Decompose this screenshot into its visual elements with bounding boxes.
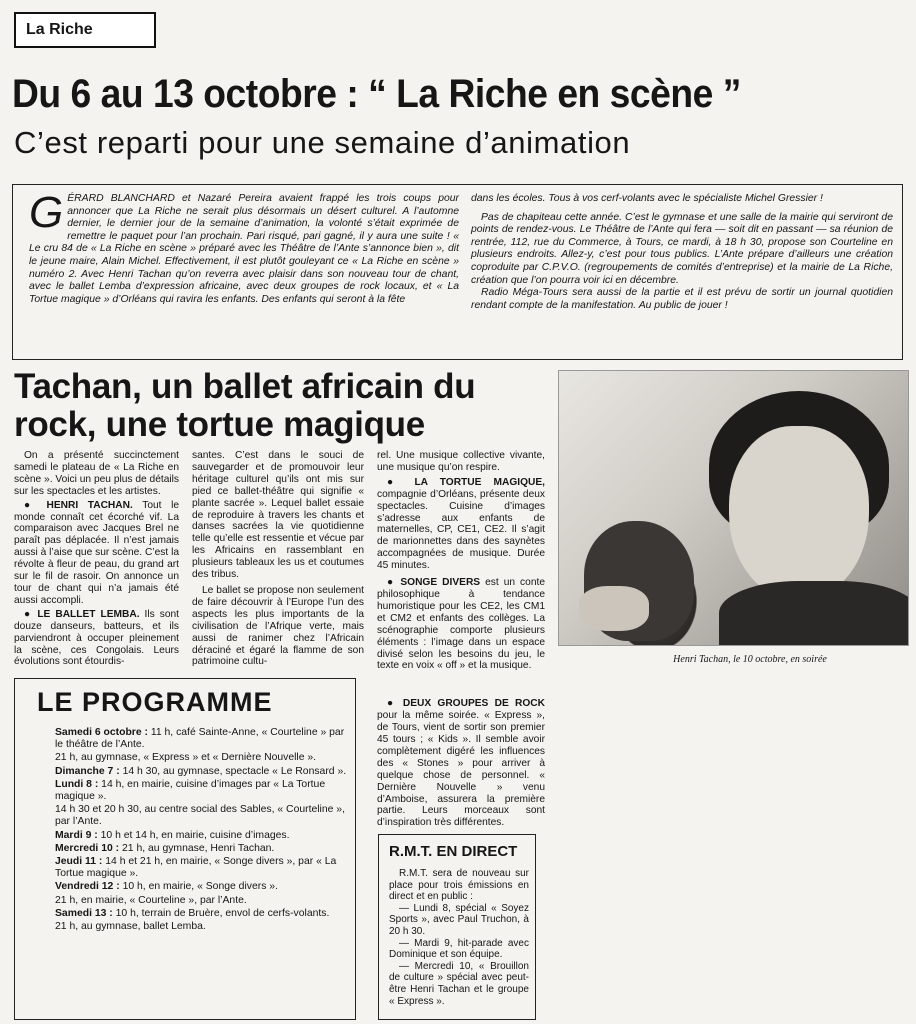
programme-row bbox=[29, 908, 349, 920]
article-col3-rock: pour la même soirée. « Express », de Tours, vient de sortir son premier 45 tours ; « Kids ». Il semble avoir complètement digéré les influences des « Stones » pour arriver à quelque chose de personnel. « Dernière Nouvelle » venu d’Amboise, assurera la première partie. Leurs morceaux sont d’inspiration très différentes. bbox=[377, 710, 545, 829]
programme-list bbox=[29, 727, 349, 934]
programme-text: 21 h, au gymnase, « Express » et « Dernière Nouvelle ». bbox=[55, 752, 317, 764]
rmt-p1: R.M.T. sera de nouveau sur place pour trois émissions en direct et en public : bbox=[389, 868, 529, 903]
programme-text: 21 h, en mairie, « Courteline », par l’Ante. bbox=[55, 894, 247, 906]
section-tag bbox=[14, 12, 156, 48]
subheadline: C’est reparti pour une semaine d’animation bbox=[14, 125, 631, 160]
article-col1-lemba: Ils sont douze danseurs, batteurs, et ils parviendront à occuper pleinement la scène, ces Congolais. Leurs évolutions sont étourdis- bbox=[14, 608, 179, 668]
programme-text: 14 h 30 et 20 h 30, au centre social des Sables, « Courteline », par l’Ante. bbox=[55, 804, 345, 828]
programme-day: Samedi 6 octobre : bbox=[55, 727, 148, 738]
photo-caption: Henri Tachan, le 10 octobre, en soirée bbox=[673, 654, 827, 665]
programme-day: Mardi 9 : bbox=[55, 829, 98, 841]
headline: Du 6 au 13 octobre : “ La Riche en scène ” bbox=[12, 72, 741, 116]
section-tag-label: La Riche bbox=[26, 21, 93, 38]
programme-day: Mercredi 10 : bbox=[55, 842, 120, 854]
programme-day: Vendredi 12 : bbox=[55, 881, 120, 893]
article-col3-songe: est un conte philosophique à tendance humoristique pour les CE2, les CM1 et CM2 et enfants des collèges. La scénographie comporte plusieurs éléments : l’image dans un espace divisé selon les besoins du jeu, le texte en voix « off » et la musique. bbox=[377, 577, 545, 672]
programme-row bbox=[29, 881, 349, 893]
programme-row bbox=[29, 895, 349, 907]
article-col-1 bbox=[14, 450, 179, 668]
article-col2-p1: santes. C’est dans le souci de sauvegarder et de promouvoir leur héritage culturel qu’ils ont mis sur pied ce ballet-théâtre qui signifie « plante sacrée ». Lequel ballet essaie de reproduire à travers les chants et danses sacrées la vie quotidienne telle qu’elle est ressentie et vécue par les Africains en rassemblant en plusieurs tableaux les us et coutumes des tribus. bbox=[192, 450, 364, 581]
programme-day: Lundi 8 : bbox=[55, 778, 99, 790]
programme-text: 14 h et 21 h, en mairie, « Songe divers », par « La Tortue magique ». bbox=[55, 856, 337, 880]
henri-tachan-photo bbox=[558, 370, 909, 646]
rmt-p4: — Mercredi 10, « Brouillon de culture » spécial avec peut-être Henri Tachan et le groupe « Express ». bbox=[389, 960, 529, 1007]
programme-day: Samedi 13 : bbox=[55, 907, 113, 919]
intro-box bbox=[12, 184, 903, 360]
rmt-box bbox=[378, 834, 536, 1020]
article-col2-p2: Le ballet se propose non seulement de faire découvrir à l’Europe l’un des aspects les plus importants de la civilisation de l’Afrique verte, mais aussi de ranimer chez l’Africain déraciné et égaré la flamme de son patrimoine cultu- bbox=[192, 584, 364, 668]
intro-left-text: ÉRARD BLANCHARD et Nazaré Pereira avaient frappé les trois coups pour annoncer que La Riche ne serait plus désormais un désert culturel. A l’automne dernier, le dernier jour de la semaine d’animation, la volonté s’était exprimée de remettre le paquet pour l’an prochain. Pari risqué, pari gagné, il y aura une suite ! « Le cru 84 de « La Riche en scène » préparé avec les Théâtre de l’Ante s’annonce bien », dit le jeune maire, Alain Michel. Effectivement, il est plutôt gouleyant ce « La Riche en scène » numéro 2. Avec Henri Tachan qu’on reverra avec plaisir dans son nouveau tour de chant, avec le ballet Lemba d’expression africaine, avec deux groupes de rock locaux, et « La Tortue magique » d’Orléans qui ravira les enfants. Des enfants qui seront à la fête bbox=[29, 193, 459, 305]
article-title: Tachan, un ballet africain du rock, une tortue magique bbox=[14, 367, 476, 444]
programme-row bbox=[29, 843, 349, 855]
bullet-henri-tachan: ● HENRI TACHAN. bbox=[24, 499, 133, 511]
programme-text: 14 h 30, au gymnase, spectacle « Le Ronsard ». bbox=[119, 765, 347, 777]
programme-text: 21 h, au gymnase, ballet Lemba. bbox=[55, 921, 206, 933]
programme-row bbox=[29, 727, 349, 751]
programme-text: 10 h, terrain de Bruère, envol de cerfs-volants. bbox=[112, 907, 330, 919]
programme-row bbox=[29, 921, 349, 933]
programme-row bbox=[29, 856, 349, 880]
intro-right-p3: Radio Méga-Tours sera aussi de la partie et il est prévu de sortir un journal quotidien rendant compte de la manifestation. Au public de jouer ! bbox=[471, 287, 893, 311]
article-col1-henri: Tout le monde connaît cet écorché vif. La comparaison avec Jacques Brel ne paraît pas déplacée. Il n’est jamais aussi à l’aise que sur scène. C’est la révolte à fleur de peau, du grand art sur le fil de rasoir. On annonce un tour de chant qui n’a jamais été aussi accompli. bbox=[14, 499, 179, 606]
rmt-body bbox=[389, 868, 529, 1007]
bullet-tortue-magique: ● LA TORTUE MAGIQUE, bbox=[387, 476, 545, 488]
programme-day: Dimanche 7 : bbox=[55, 765, 120, 777]
bullet-groupes-rock: ● DEUX GROUPES DE ROCK bbox=[387, 698, 545, 710]
programme-row bbox=[29, 752, 349, 764]
intro-right-column bbox=[471, 193, 893, 312]
article-col-2 bbox=[192, 450, 364, 668]
programme-text: 21 h, au gymnase, Henri Tachan. bbox=[119, 842, 275, 854]
programme-title: LE PROGRAMME bbox=[37, 687, 273, 717]
rmt-p2: — Lundi 8, spécial « Soyez Sports », avec Paul Truchon, à 20 h 30. bbox=[389, 902, 529, 937]
programme-row bbox=[29, 804, 349, 828]
article-col1-intro: On a présenté succinctement samedi le plateau de « La Riche en scène ». Voici un peu plus de détails sur les spectacles et les artistes. bbox=[14, 450, 179, 497]
rmt-title: R.M.T. EN DIRECT bbox=[389, 843, 518, 860]
programme-text: 11 h, café Sainte-Anne, « Courteline » par le théâtre de l’Ante. bbox=[55, 727, 345, 751]
programme-day: Jeudi 11 : bbox=[55, 856, 103, 868]
programme-row bbox=[29, 830, 349, 842]
article-col-3 bbox=[377, 450, 545, 829]
article-col3-tortue: compagnie d’Orléans, présente deux spectacles. Cuisine d’images s’adresse aux enfants de maternelles, CP, CE1, CE2. Il s’agit de marionnettes dans des saynètes accompagnées de musique. Durée 45 minutes. bbox=[377, 488, 545, 572]
rmt-p3: — Mardi 9, hit-parade avec Dominique et son équipe. bbox=[389, 937, 529, 961]
intro-right-p2: Pas de chapiteau cette année. C’est le gymnase et une salle de la mairie qui serviront de points de rendez-vous. Le Théâtre de l’Ante qui fera — soit dit en passant — sa réunion de rentrée, 112, rue du Commerce, à Tours, ce mardi, à 18 h 30, propose son Courteline en plusieurs endroits. Allez-y, c’est pour tous publics. L’Ante prépare d’ailleurs une création coproduite par C.P.V.O. (regroupements de comités d’entreprise) et la mairie de La Riche, création que l’on pourra voir ici en décembre. bbox=[471, 211, 893, 286]
bullet-ballet-lemba: ● LE BALLET LEMBA. bbox=[24, 608, 140, 620]
programme-row bbox=[29, 766, 349, 778]
intro-dropcap: G bbox=[29, 188, 64, 237]
programme-row bbox=[29, 779, 349, 803]
programme-text: 10 h, en mairie, « Songe divers ». bbox=[119, 881, 278, 893]
programme-text: 10 h et 14 h, en mairie, cuisine d’images. bbox=[97, 829, 290, 841]
intro-left-column bbox=[29, 188, 459, 306]
intro-right-p1: dans les écoles. Tous à vos cerf-volants avec le spécialiste Michel Gressier ! bbox=[471, 193, 823, 204]
bullet-songe-divers: ● SONGE DIVERS bbox=[387, 577, 481, 589]
article-col3-p1: rel. Une musique collective vivante, une musique qu’on respire. bbox=[377, 450, 545, 473]
programme-text: 14 h, en mairie, cuisine d’images par « La Tortue magique ». bbox=[55, 778, 326, 803]
programme-box bbox=[14, 678, 356, 1020]
